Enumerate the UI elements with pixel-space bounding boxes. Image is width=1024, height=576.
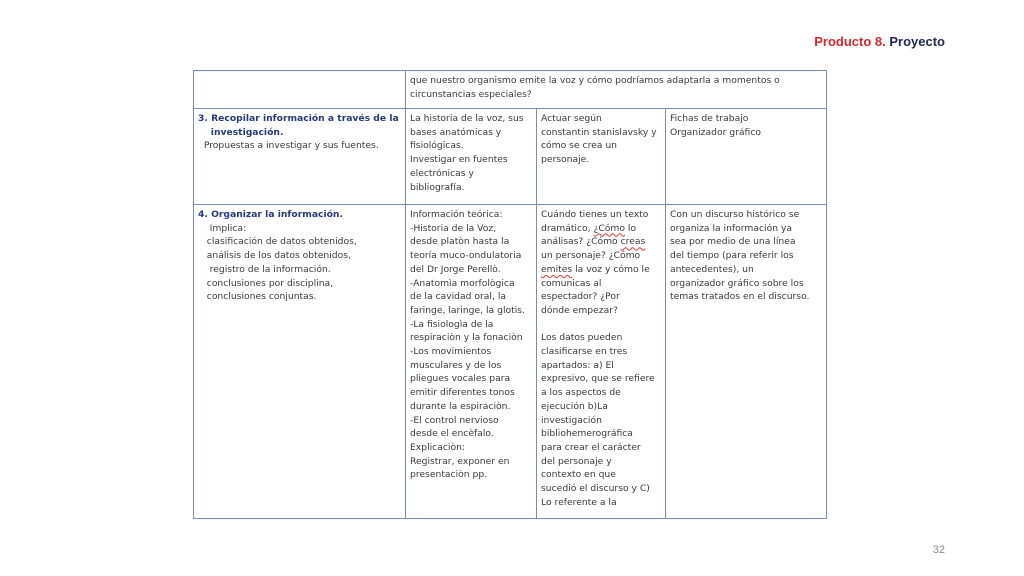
activities-text: Cuándo tienes un texto dramático, — [541, 209, 649, 234]
page-number: 32 — [932, 544, 945, 556]
task-cell — [194, 71, 406, 109]
planning-table — [193, 70, 827, 519]
task-cell — [194, 109, 406, 205]
spellcheck-word: ¿Cómo — [593, 222, 625, 234]
content-cell: Información teórica: -Historia de la Voz, desde platòn hasta la teoría muco-ondulatoria del Dr Jorge Perellò. -Anatomìa morfològica de la cavidad oral, la faringe, laringe, la glotis. -La fisiologìa de la respiraciòn y la fonaciòn -Los movimientos musculares y de los pliegues vocales para emitir diferentes tonos durante la espiraciòn. -El control nervioso desde el encèfalo. Explicaciòn: Registrar, exponer en presentaciòn pp. — [406, 205, 537, 519]
task-description: Propuestas a investigar y sus fuentes. — [198, 140, 379, 152]
activities-text: lo análisas? ¿Cómo — [541, 222, 637, 248]
product-label: Producto 8. — [814, 34, 886, 49]
slide-header — [814, 34, 945, 49]
products-cell: Fichas de trabajo Organizador gráfico — [666, 109, 827, 205]
table-row — [194, 71, 827, 109]
table-row — [194, 205, 827, 519]
task-title: 3. Recopilar información a través de la investigación. — [198, 113, 399, 138]
task-title: 4. Organizar la información. — [198, 209, 343, 220]
task-cell — [194, 205, 406, 519]
activities-text: un personaje? ¿Cómo — [541, 250, 641, 262]
project-label: Proyecto — [885, 34, 945, 49]
content-cell: La historia de la voz, sus bases anatómicas y fisiológicas. Investigar en fuentes electrónicas y bibliografía. — [406, 109, 537, 205]
activities-text: la voz y cómo le comunicas al espectador? ¿Por dónde empezar? Los datos pueden clasificarse en tres apartados: a) El expresivo, que se refiere a los aspectos de ejecución b)La investigación bibliohemerográfica para crear el carácter del personaje y contexto en que sucedió el discurso y C) Lo referente a la — [541, 263, 655, 508]
task-description: Implica: clasificación de datos obtenidos, análisis de los datos obtenidos, registro de la información. conclusiones por disciplina, conclusiones conjuntas. — [206, 222, 357, 303]
products-cell: Con un discurso histórico se organiza la información ya sea por medio de una línea del tiempo (para referir los antecedentes), un organizador gráfico sobre los temas tratados en el discurso. — [666, 205, 827, 519]
activities-cell — [537, 205, 666, 519]
table-row — [194, 109, 827, 205]
spellcheck-word: emites — [541, 263, 573, 275]
content-cell: que nuestro organismo emite la voz y cómo podríamos adaptarla a momentos o circunstancias especiales? — [406, 71, 827, 109]
activities-cell: Actuar según constantin stanislavsky y cómo se crea un personaje. — [537, 109, 666, 205]
spellcheck-word: creas — [620, 236, 646, 248]
